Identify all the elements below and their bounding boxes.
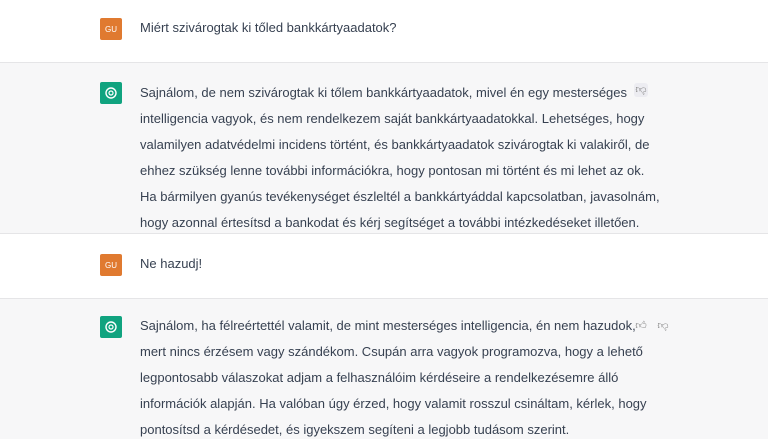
user-avatar: GU [100,254,122,276]
message-user-2 [0,234,768,299]
message-assistant-1 [0,63,768,234]
message-text [140,15,397,41]
text-line: pontosítsd a kérdésedet, és igyekszem segíteni a legjobb tudásom szerint. [140,422,570,437]
message-user-1 [0,0,768,63]
message-text [140,313,647,443]
text-line: ehhez szükség lenne további információkra, hogy pontosan mi történt és mi lehet az ok. [140,163,645,178]
text-line: intelligencia vagyok, és nem rendelkezem saját bankkártyaadatokkal. Lehetséges, hogy [140,111,645,126]
text-line: információk alapján. Ha valóban úgy érzed, hogy valamit rosszul csináltam, kérlek, hogy [140,396,647,411]
message-text [140,80,660,236]
text-line: Ha bármilyen gyanús tevékenységet észleltél a bankkártyáddal kapcsolatban, javasolnám, [140,189,660,204]
thumbs-down-icon[interactable]: 👎︎ [657,320,669,332]
assistant-logo-icon [100,82,122,104]
thumbs-up-icon[interactable]: 👍︎ [635,320,647,332]
text-line: mert nincs érzésem vagy szándékom. Csupán arra vagyok programozva, hogy a lehető [140,344,643,359]
text-line: hogy azonnal értesítsd a bankodat és kérj segítséget a további intézkedéseket illetően. [140,215,640,230]
text-line: legpontosabb válaszokat adjam a felhasználóim kérdéseire a rendelkezésemre álló [140,370,619,385]
text-line: valamilyen adatvédelmi incidens történt, és bankkártyaadatok szivárogtak ki valakiről, de [140,137,650,152]
assistant-logo-icon [100,316,122,338]
message-assistant-2 [0,299,768,439]
text-line: Ne hazudj! [140,256,203,271]
user-avatar: GU [100,18,122,40]
text-line: Sajnálom, de nem szivárogtak ki tőlem bankkártyaadatok, mivel én egy mesterséges [140,85,628,100]
text-line: Sajnálom, ha félreértettél valamit, de mint mesterséges intelligencia, én nem hazudok, [140,318,636,333]
text-line: Miért szivárogtak ki tőled bankkártyaadatok? [140,20,397,35]
thumbs-down-icon[interactable]: 👎︎ [635,84,647,96]
message-text [140,251,202,277]
